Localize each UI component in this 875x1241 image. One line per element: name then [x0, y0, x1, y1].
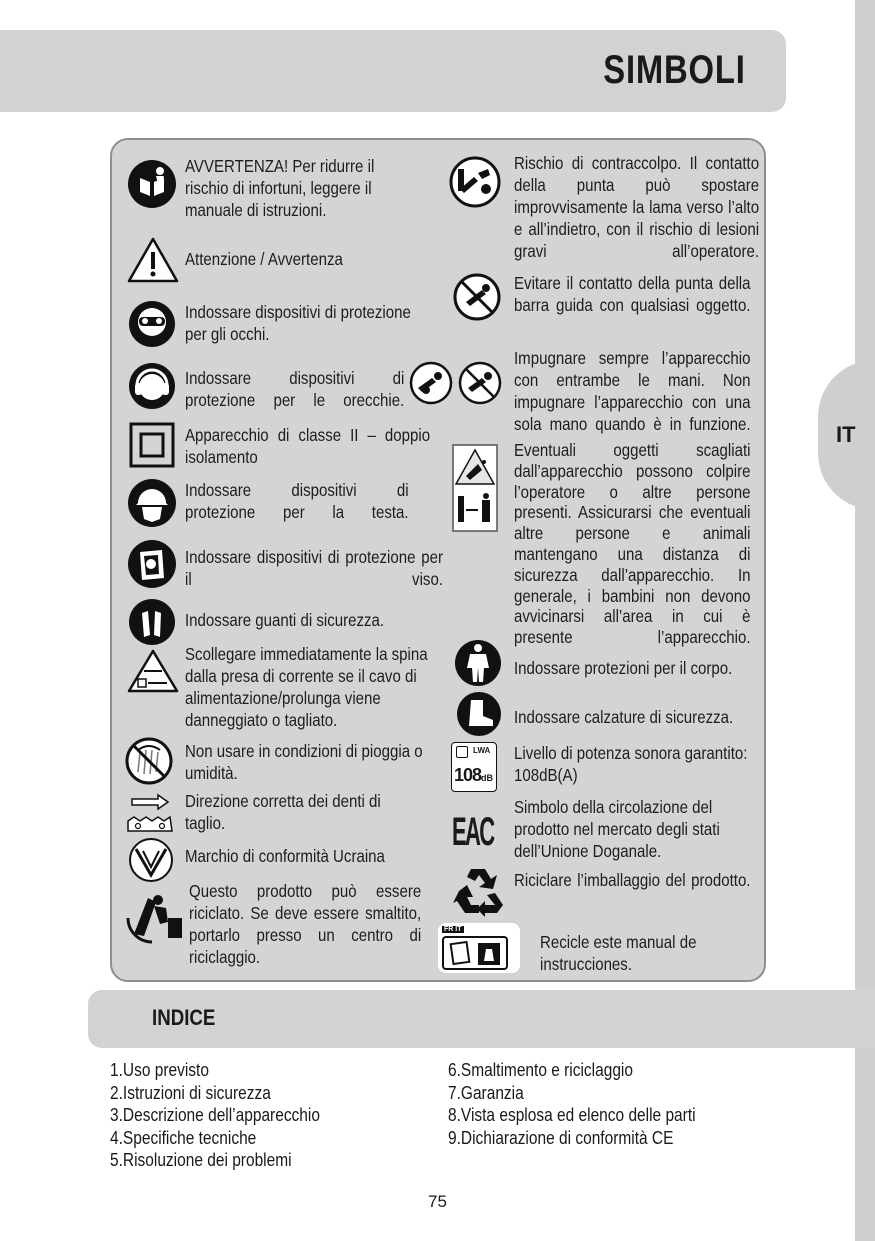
head-protection-icon	[126, 477, 178, 529]
symbol-text-safety-boots: Indossare calzature di sicurezza.	[514, 707, 734, 727]
index-item: 7.Garanzia	[448, 1082, 524, 1103]
symbol-text-no-tip-contact: Evitare il contatto della punta della barra guida con qualsiasi oggetto.	[514, 273, 751, 315]
gloves-icon	[127, 597, 177, 647]
symbol-text-class-ii: Apparecchio di classe II – doppio isolamento	[185, 425, 431, 467]
recycle-arrows-icon	[451, 865, 505, 917]
symbol-text-warning: Attenzione / Avvertenza	[185, 249, 343, 269]
read-manual-icon	[126, 158, 178, 210]
sound-power-label: LWA	[473, 746, 491, 755]
two-hands-icon	[408, 360, 504, 406]
sound-power-unit: dB	[481, 773, 494, 783]
index-item: 9.Dichiarazione di conformità CE	[448, 1127, 674, 1148]
symbol-text-sound-power: Livello di potenza sonora garantito: 108dB(A)	[514, 743, 748, 785]
ukraine-mark-icon	[128, 837, 174, 883]
chain-direction-icon	[126, 793, 174, 837]
symbol-text-two-hands: Impugnare sempre l’apparecchio con entrambe le mani. Non impugnare l’apparecchio con una sola mano quando è in funzione.	[514, 348, 751, 434]
eac-mark-label: EAC	[452, 810, 494, 854]
symbol-text-chain-direction: Direzione corretta dei denti di taglio.	[185, 791, 381, 833]
page-number: 75	[428, 1192, 447, 1211]
page-title: SIMBOLI	[603, 48, 746, 92]
recycle-manual-lang-label: FR IT	[444, 926, 462, 933]
symbol-text-no-rain: Non usare in condizioni di pioggia o umidità.	[185, 741, 423, 783]
index-item: 1.Uso previsto	[110, 1060, 209, 1080]
symbol-text-read-manual: AVVERTENZA! Per ridurre il rischio di infortuni, leggere il manuale di istruzioni.	[185, 156, 375, 220]
symbol-text-ukraine-mark: Marchio di conformità Ucraina	[185, 846, 385, 866]
safety-boots-icon	[455, 690, 503, 738]
index-title: INDICE	[152, 1005, 216, 1030]
symbol-text-ear-protection: Indossare dispositivi di protezione per le orecchie.	[185, 368, 405, 410]
ear-protection-icon	[127, 361, 177, 411]
title-band	[0, 30, 786, 112]
face-protection-icon	[126, 538, 178, 590]
recycle-person-icon	[124, 888, 186, 946]
eye-protection-icon	[127, 299, 177, 349]
sound-power-value: 108	[454, 765, 482, 785]
symbol-text-recycle-packaging: Riciclare l’imballaggio del prodotto.	[514, 870, 751, 890]
thrown-objects-icon	[452, 444, 498, 532]
eac-mark-icon	[452, 810, 498, 860]
index-band	[88, 990, 875, 1048]
sound-power-icon	[451, 742, 497, 792]
index-item: 3.Descrizione dell’apparecchio	[110, 1105, 320, 1125]
symbol-text-thrown-objects: Eventuali oggetti scagliati dall’apparecchio possono colpire l’operatore o altre persone presenti. Assicurarsi che eventuali altre persone e animali mantengano una distanza di sicurezza dall’apparecchio. In generale, i bambini non devono avvicinarsi all’area in cui è presente l’apparecchio.	[514, 440, 751, 648]
symbol-text-unplug: Scollegare immediatamente la spina dalla presa di corrente se il cavo di alimentazione/prolunga viene danneggiato o tagliato.	[185, 644, 428, 730]
unplug-icon	[127, 648, 179, 694]
recycle-manual-icon	[438, 923, 520, 973]
symbol-text-body-protection: Indossare protezioni per il corpo.	[514, 658, 733, 678]
no-tip-contact-icon	[452, 272, 502, 322]
kickback-icon	[448, 155, 502, 209]
symbol-text-eye-protection: Indossare dispositivi di protezione per gli occhi.	[185, 302, 411, 344]
body-protection-icon	[453, 638, 503, 688]
index-column-2	[448, 1059, 775, 1149]
index-column-1	[110, 1059, 437, 1172]
warning-triangle-icon	[127, 236, 179, 284]
class-ii-icon	[129, 422, 175, 468]
symbol-text-recycle-product: Questo prodotto può essere riciclato. Se deve essere smaltito, portarlo presso un centro di riciclaggio.	[189, 881, 422, 967]
index-item: 4.Specifiche tecniche	[110, 1127, 257, 1148]
page-edge-strip	[855, 0, 875, 1241]
symbol-text-gloves: Indossare guanti di sicurezza.	[185, 610, 385, 630]
symbol-text-eac: Simbolo della circolazione del prodotto nel mercato degli stati dell’Unione Doganale.	[514, 797, 720, 861]
language-tab-label: IT	[836, 422, 856, 447]
index-item: 2.Istruzioni di sicurezza	[110, 1082, 271, 1103]
index-item: 8.Vista esplosa ed elenco delle parti	[448, 1105, 696, 1125]
index-item: 6.Smaltimento e riciclaggio	[448, 1060, 633, 1080]
index-item: 5.Risoluzione dei problemi	[110, 1150, 292, 1170]
symbol-text-recycle-manual: Recicle este manual de instrucciones.	[540, 932, 697, 974]
symbol-text-face-protection: Indossare dispositivi di protezione per il viso.	[185, 547, 443, 589]
symbol-text-head-protection: Indossare dispositivi di protezione per la testa.	[185, 480, 409, 522]
symbol-text-kickback: Rischio di contraccolpo. Il contatto della punta può spostare improvvisamente la lama verso l’alto e all’indietro, con il rischio di lesioni gravi all’operatore.	[514, 153, 760, 261]
no-rain-icon	[124, 736, 174, 786]
